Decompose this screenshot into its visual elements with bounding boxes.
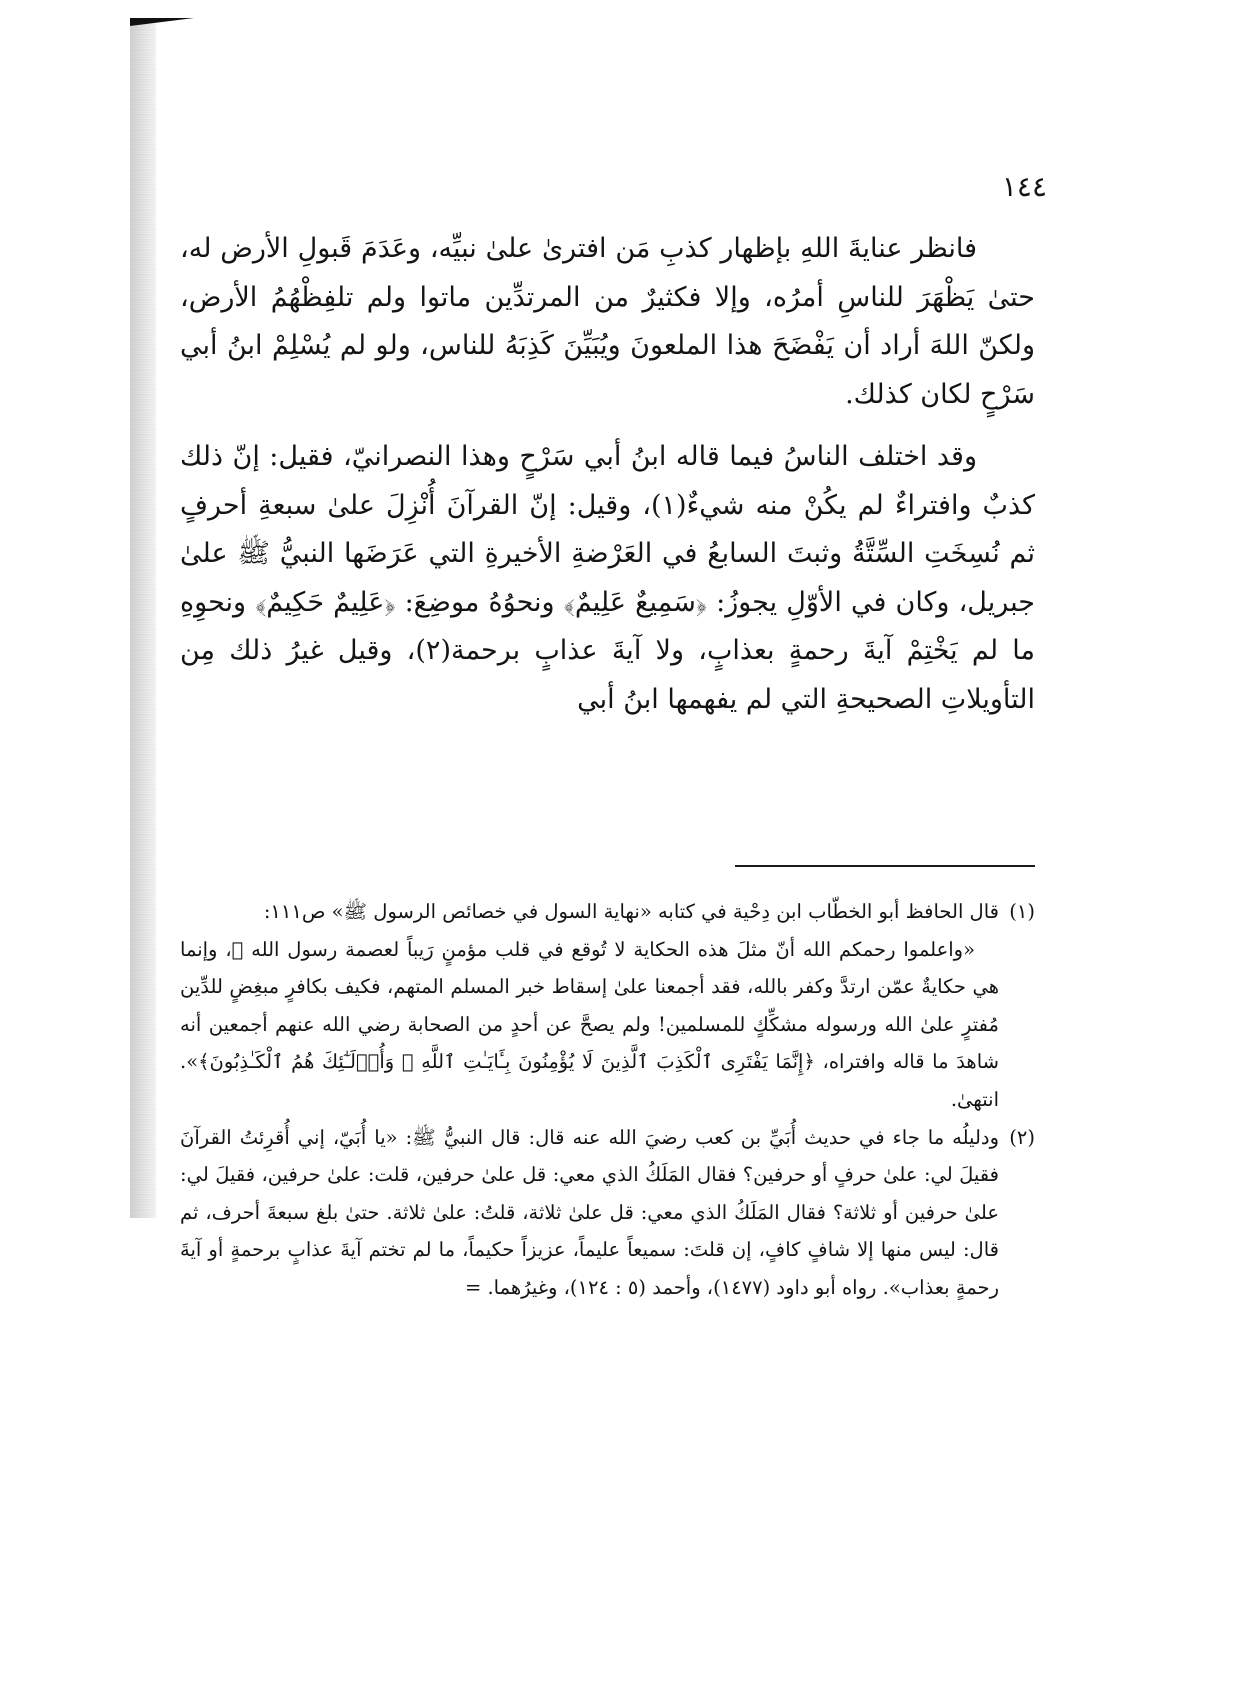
footnote-divider xyxy=(735,865,1035,867)
footnote-2-number: (٢) xyxy=(1009,1125,1035,1149)
body-paragraph-1: فانظر عنايةَ اللهِ بإظهار كذبِ مَن افترىٰ علىٰ نبيِّه، وعَدَمَ قَبولِ الأرض له، حتىٰ يَظْهَرَ للناسِ أمرُه، وإلا فكثيرٌ من المرتدِّين ماتوا ولم تلفِظْهُمُ الأرض، ولكنّ اللهَ أراد أن يَفْضَحَ هذا الملعونَ ويُبَيِّنَ كَذِبَهُ للناس، ولو لم يُسْلِمْ ابنُ أبي سَرْحٍ لكان كذلك. xyxy=(180,233,1035,410)
footnotes xyxy=(180,893,1035,1307)
footnote-2-reference: رواه أبو داود (١٤٧٧)، وأحمد (٥ : ١٢٤)، وغيرُهما. = xyxy=(464,1275,877,1299)
scan-margin-shadow xyxy=(130,18,156,1218)
footnote-1-number: (١) xyxy=(1009,900,1035,923)
main-text xyxy=(180,225,1035,724)
footnote-2 xyxy=(180,1119,1035,1307)
body-paragraph-2: وقد اختلف الناسُ فيما قاله ابنُ أبي سَرْحٍ وهذا النصرانيّ، فقيل: إنّ ذلك كذبٌ وافتراءٌ لم يكُنْ منه شيءٌ(١)، وقيل: إنّ القرآنَ أُنْزِلَ علىٰ سبعةِ أحرفٍ ثم نُسِخَتِ السِّتَّةُ وثبتَ السابعُ في العَرْضةِ الأخيرةِ التي عَرَضَها النبيُّ ﷺ علىٰ جبريل، وكان في الأوّلِ يجوزُ: ﴿سَمِيعٌ عَلِيمٌ﴾ ونحوُهُ موضِعَ: ﴿عَلِيمٌ حَكِيمٌ﴾ ونحوِهِ ما لم يَخْتِمْ آيةَ رحمةٍ بعذابٍ، ولا آيةَ عذابٍ برحمة(٢)، وقيل غيرُ ذلك مِن التأويلاتِ الصحيحةِ التي لم يفهمها ابنُ أبي xyxy=(180,441,1035,715)
footnote-2-text: ودليلُه ما جاء في حديث أُبَيِّ بن كعب رضيَ الله عنه قال: قال النبيُّ ﷺ: «يا أُبَيّ، إني أُقرِئتُ القرآنَ فقيلَ لي: علىٰ حرفٍ أو حرفين؟ فقال المَلَكُ الذي معي: قل علىٰ حرفين، قلت: علىٰ حرفين، فقيلَ لي: علىٰ حرفين أو ثلاثة؟ فقال المَلَكُ الذي معي: قل علىٰ ثلاثة، قلتُ: علىٰ ثلاثة. حتىٰ بلغ سبعةَ أحرف، ثم قال: ليس منها إلا شافٍ كافٍ، إن قلتَ: سميعاً عليماً، عزيزاً حكيماً، ما لم تختم آيةَ عذابٍ برحمةٍ أو آيةَ رحمةٍ بعذاب». xyxy=(180,1125,999,1299)
page-number: ١٤٤ xyxy=(1001,170,1047,203)
footnote-1-quote: «واعلموا رحمكم الله أنّ مثلَ هذه الحكاية لا تُوقع في قلب مؤمنٍ رَيباً لعصمة رسول الله ﷺ، وإنما هي حكايةٌ عمّن ارتدَّ وكفر بالله، فقد أجمعنا علىٰ إسقاط خبر المسلم المتهم، فكيف بكافرٍ مبغِضٍ للدِّين مُفترٍ علىٰ الله ورسوله مشكِّكٍ للمسلمين! ولم يصحَّ عن أحدٍ من الصحابة رضي الله عنهم أجمعين أنه شاهدَ ما قاله وافتراه، ﴿إِنَّمَا يَفْتَرِى ٱلْكَذِبَ ٱلَّذِينَ لَا يُؤْمِنُونَ بِـَٔايَـٰتِ ٱللَّهِ ۖ وَأُو۟لَـٰٓئِكَ هُمُ ٱلْكَـٰذِبُونَ﴾». انتهىٰ. xyxy=(180,937,999,1111)
scan-corner-mark xyxy=(130,18,194,26)
footnote-1-text: قال الحافظ أبو الخطّاب ابن دِحْية في كتابه «نهاية السول في خصائص الرسول ﷺ» ص١١١: xyxy=(263,900,999,923)
footnote-1 xyxy=(180,893,1035,931)
